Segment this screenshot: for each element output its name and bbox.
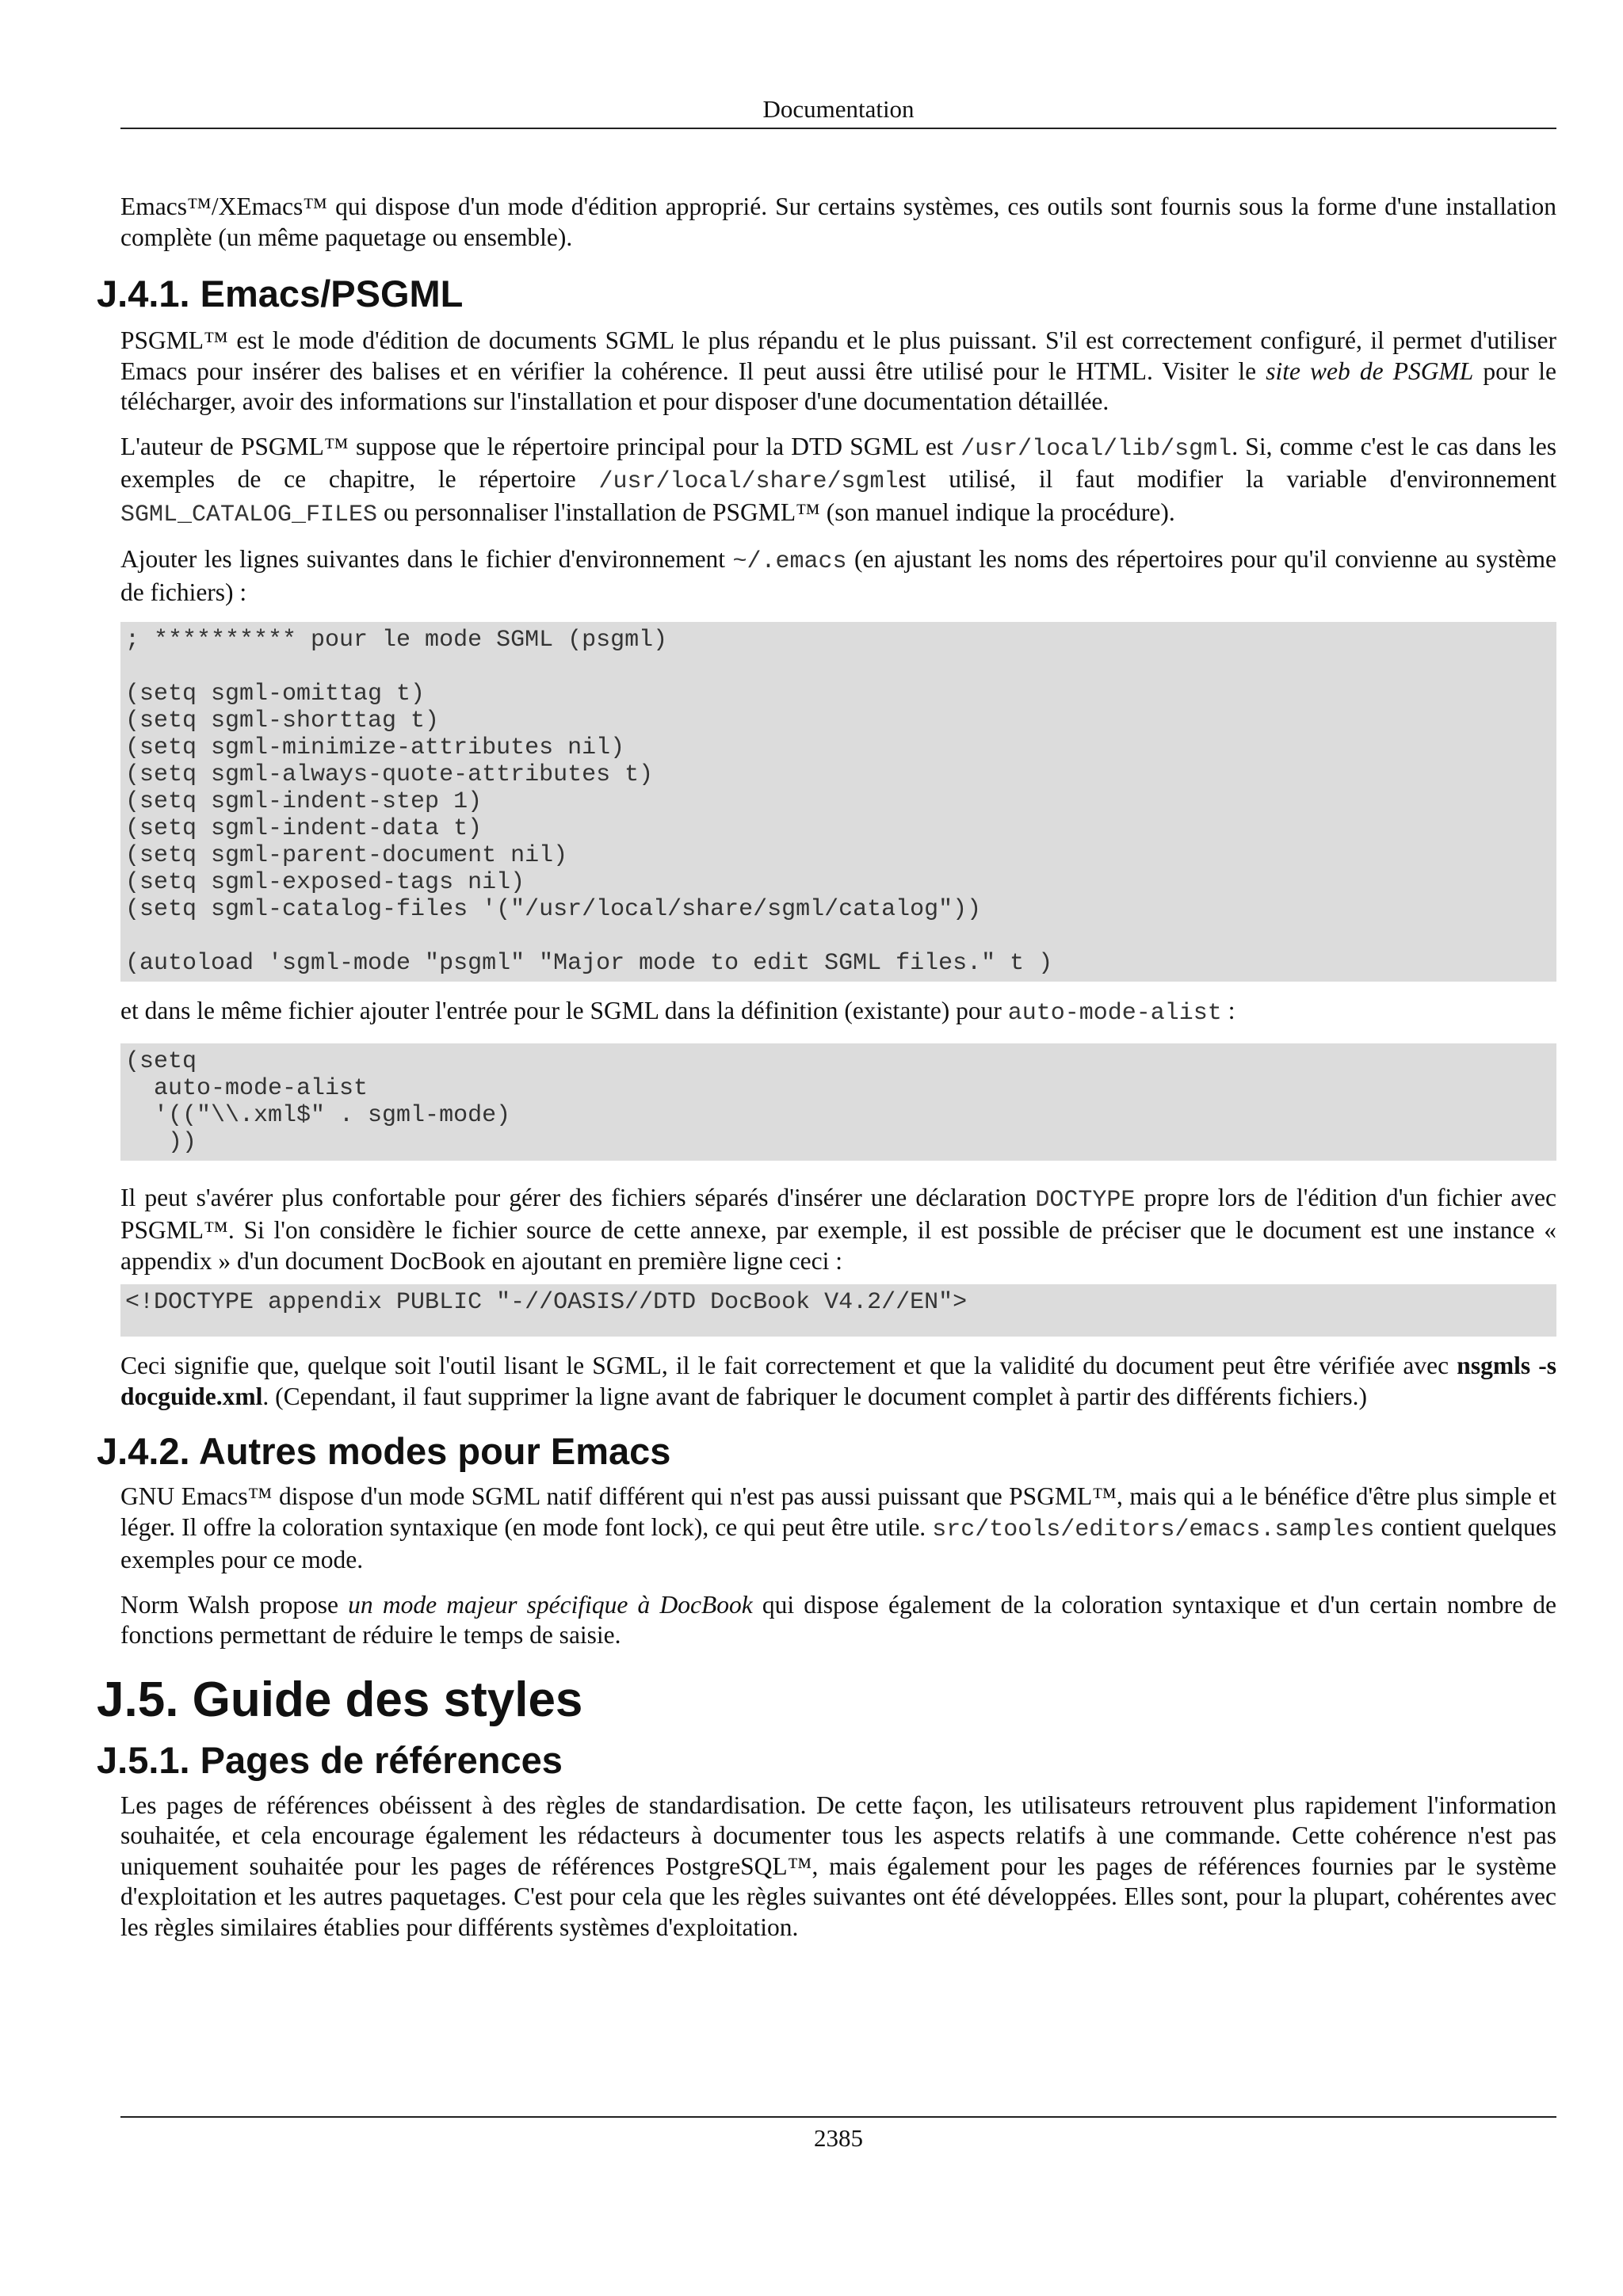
footer-rule — [120, 2116, 1556, 2118]
auto-mode-paragraph — [120, 996, 1556, 1029]
doctype-paragraph — [120, 1183, 1556, 1277]
inline-code: ~/.emacs — [732, 548, 847, 575]
code-block-auto-mode: (setq auto-mode-alist '(("\\.xml$" . sgml-mode) )) — [120, 1043, 1556, 1161]
section-heading-j5: J.5. Guide des styles — [97, 1672, 583, 1727]
text-run: (en ajustant les noms des répertoires pour qu'il convienne au système de fichiers) : — [120, 545, 1556, 606]
inline-code: auto-mode-alist — [1007, 1000, 1222, 1027]
inline-code: DOCTYPE — [1035, 1186, 1136, 1214]
text-run: pour le télécharger, avoir des informations sur l'installation et pour disposer d'une documentation détaillée. — [120, 357, 1556, 415]
page-number: 2385 — [814, 2124, 863, 2152]
text-run: : — [1221, 997, 1235, 1024]
text-run: GNU Emacs™ dispose d'un mode SGML natif différent qui n'est pas aussi puissant que PSGML™, mais qui a le bénéfice d'être plus simple et léger. Il offre la coloration syntaxique (en mode font lock), ce qui peut être utile. — [120, 1482, 1556, 1541]
running-header: Documentation — [762, 95, 915, 123]
text-run: Norm Walsh propose — [120, 1590, 349, 1619]
text-run: qui dispose également de la coloration syntaxique et d'un certain nombre de fonctions permettant de réduire le temps de saisie. — [120, 1590, 1556, 1649]
text-run: . (Cependant, il faut supprimer la ligne avant de fabriquer le document complet à partir des différents fichiers.) — [262, 1382, 1368, 1410]
header-rule — [120, 128, 1556, 129]
gnu-emacs-paragraph — [120, 1482, 1556, 1576]
section-heading-j51: J.5.1. Pages de références — [97, 1738, 563, 1781]
text-run: est utilisé, il faut modifier la variable d'environnement — [898, 465, 1556, 493]
command-text: nsgmls -s docguide.xml — [120, 1352, 1556, 1410]
validation-paragraph — [120, 1351, 1556, 1412]
text-run: ou personnaliser l'installation de PSGML™ (son manuel indique la procédure). — [377, 498, 1175, 526]
inline-code: /usr/local/lib/sgml — [960, 435, 1232, 463]
text-run: PSGML™ est le mode d'édition de documents SGML le plus répandu et le plus puissant. S'il est correctement configuré, il permet d'utiliser Emacs pour insérer des balises et en vérifier la cohérence. Il peut aussi être utilisé pour le HTML. Visiter le — [120, 326, 1556, 385]
intro-paragraph: Emacs™/XEmacs™ qui dispose d'un mode d'édition approprié. Sur certains systèmes, ces outils sont fournis sous la forme d'une installation complète (un même paquetage ou ensemble). — [120, 193, 1556, 251]
text-run: propre lors de l'édition d'un fichier avec PSGML™. Si l'on considère le fichier source de cette annexe, par exemple, il est possible de préciser que le document est une instance « appendix » d'un document DocBook en ajoutant en première ligne ceci : — [120, 1183, 1556, 1275]
reference-pages-paragraph: Les pages de références obéissent à des règles de standardisation. De cette façon, les utilisateurs retrouvent plus rapidement l'information souhaitée, et cela encourage également les rédacteurs à documenter tous les aspects relatifs à une commande. Cette cohérence n'est pas uniquement souhaitée pour les pages de références PostgreSQL™, mais également pour les pages de références fournies par le système d'exploitation et les autres paquetages. C'est pour cela que les règles suivantes ont été développées. Elles sont, pour la plupart, cohérentes avec les règles similaires établies pour différents systèmes d'exploitation. — [120, 1791, 1556, 1941]
code-block-doctype: <!DOCTYPE appendix PUBLIC "-//OASIS//DTD DocBook V4.2//EN"> — [120, 1284, 1556, 1337]
text-run: contient quelques exemples pour ce mode. — [120, 1512, 1556, 1573]
section-heading-j42: J.4.2. Autres modes pour Emacs — [97, 1430, 671, 1472]
section-heading-j41: J.4.1. Emacs/PSGML — [97, 273, 464, 315]
text-run: . Si, comme c'est le cas dans les exemples de ce chapitre, le répertoire — [120, 432, 1556, 493]
text-run: et dans le même fichier ajouter l'entrée pour le SGML dans la définition (existante) pour — [120, 997, 1008, 1024]
norm-walsh-paragraph — [120, 1590, 1556, 1651]
code-block-emacs-config: ; ********** pour le mode SGML (psgml) (setq sgml-omittag t) (setq sgml-shorttag t) (setq sgml-minimize-attributes nil) (setq sgml-always-quote-attributes t) (setq sgml-indent-step 1) (setq sgml-indent-data t) (setq sgml-parent-document nil) (setq sgml-exposed-tags nil) (setq sgml-catalog-files '("/usr/local/share/sgml/catalog")) (autoload 'sgml-mode "psgml" "Major mode to edit SGML files." t ) — [120, 622, 1556, 982]
inline-code: SGML_CATALOG_FILES — [120, 501, 378, 528]
text-run: Ceci signifie que, quelque soit l'outil lisant le SGML, il le fait correctement et que la validité du document peut être vérifiée avec — [120, 1352, 1457, 1379]
text-run: Il peut s'avérer plus confortable pour gérer des fichiers séparés d'insérer une déclaration — [120, 1183, 1036, 1211]
text-run: L'auteur de PSGML™ suppose que le répertoire principal pour la DTD SGML est — [120, 432, 961, 460]
inline-code: /usr/local/share/sgml — [598, 468, 899, 495]
emacs-config-paragraph — [120, 544, 1556, 608]
page-content — [97, 192, 1556, 1943]
psgml-website-link[interactable]: site web de PSGML — [1266, 357, 1474, 385]
docbook-mode-link[interactable]: un mode majeur spécifique à DocBook — [348, 1590, 753, 1619]
psgml-directory-paragraph — [120, 432, 1556, 531]
inline-code: src/tools/editors/emacs.samples — [932, 1516, 1375, 1543]
text-run: Ajouter les lignes suivantes dans le fichier d'environnement — [120, 545, 733, 573]
psgml-intro-paragraph — [120, 326, 1556, 418]
